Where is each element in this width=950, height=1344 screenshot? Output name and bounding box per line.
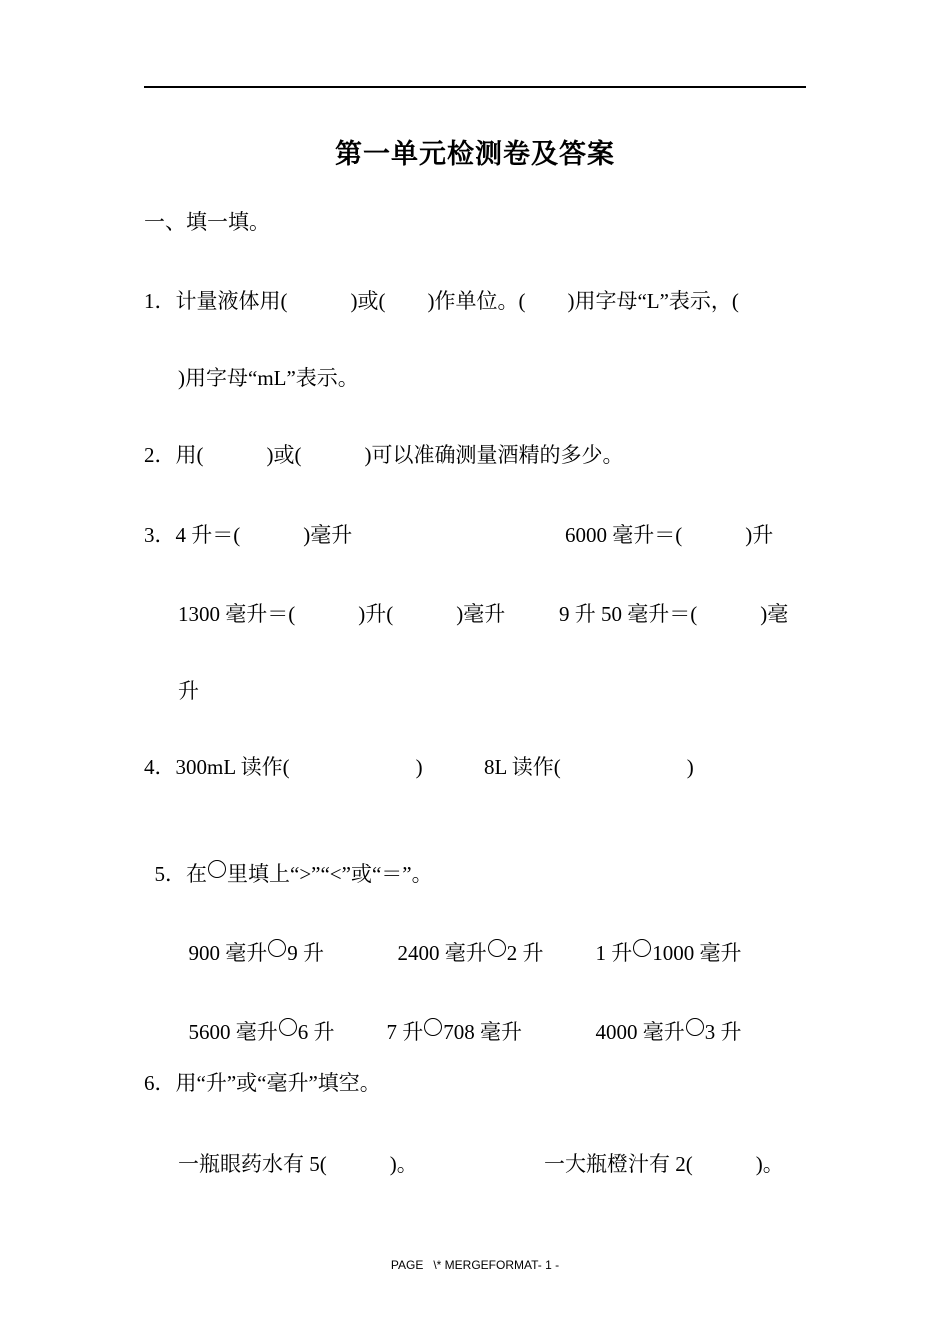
compare-right: 9 升 bbox=[287, 941, 324, 965]
compare-right: 708 毫升 bbox=[443, 1020, 522, 1044]
compare-right: 3 升 bbox=[704, 1020, 742, 1044]
question-5-prompt bbox=[144, 832, 433, 888]
compare-item bbox=[585, 911, 742, 967]
compare-circle-icon bbox=[488, 939, 506, 957]
page-footer: PAGE \* MERGEFORMAT- 1 - bbox=[390, 1258, 560, 1272]
question-1-line-1: 1．计量液体用( )或( )作单位。( )用字母“L”表示，( bbox=[144, 289, 739, 313]
question-6-prompt: 6．用“升”或“毫升”填空。 bbox=[144, 1071, 381, 1095]
question-4-item-b: 8L 读作( ) bbox=[484, 755, 694, 779]
compare-right: 2 升 bbox=[506, 941, 544, 965]
section-heading: 一、填一填。 bbox=[144, 210, 270, 234]
compare-circle-icon bbox=[424, 1018, 442, 1036]
compare-circle-icon bbox=[279, 1018, 297, 1036]
compare-left: 4000 毫升 bbox=[595, 1020, 685, 1044]
question-3-item-d-cont: 升 bbox=[178, 679, 199, 703]
compare-item bbox=[376, 990, 522, 1046]
compare-left: 1 升 bbox=[595, 941, 633, 965]
compare-item bbox=[178, 990, 335, 1046]
question-3-item-a: 3．4 升＝( )毫升 bbox=[144, 523, 353, 547]
question-4-item-a: 4．300mL 读作( ) bbox=[144, 755, 423, 779]
compare-left: 5600 毫升 bbox=[188, 1020, 278, 1044]
question-3-item-c: 1300 毫升＝( )升( )毫升 bbox=[178, 602, 506, 626]
question-6-item-b: 一大瓶橙汁有 2( )。 bbox=[544, 1152, 784, 1176]
compare-circle-icon bbox=[686, 1018, 704, 1036]
header-rule bbox=[144, 86, 806, 88]
question-6-item-a: 一瓶眼药水有 5( )。 bbox=[178, 1152, 418, 1176]
question-2: 2．用( )或( )可以准确测量酒精的多少。 bbox=[144, 443, 624, 467]
compare-item bbox=[178, 911, 324, 967]
compare-item bbox=[585, 990, 742, 1046]
question-5-prompt-post: 里填上“>”“<”或“＝”。 bbox=[227, 862, 433, 886]
question-1-line-2: )用字母“mL”表示。 bbox=[178, 366, 359, 390]
compare-left: 900 毫升 bbox=[188, 941, 268, 965]
compare-circle-icon bbox=[208, 860, 226, 878]
page-title: 第一单元检测卷及答案 bbox=[335, 139, 615, 170]
question-3-item-b: 6000 毫升＝( )升 bbox=[565, 523, 774, 547]
compare-right: 1000 毫升 bbox=[652, 941, 742, 965]
compare-left: 2400 毫升 bbox=[397, 941, 487, 965]
question-3-item-d: 9 升 50 毫升＝( )毫 bbox=[559, 602, 789, 626]
question-5-prompt-pre: 5．在 bbox=[154, 862, 207, 886]
compare-left: 7 升 bbox=[386, 1020, 424, 1044]
compare-right: 6 升 bbox=[297, 1020, 335, 1044]
compare-item bbox=[387, 911, 544, 967]
compare-circle-icon bbox=[633, 939, 651, 957]
compare-circle-icon bbox=[268, 939, 286, 957]
